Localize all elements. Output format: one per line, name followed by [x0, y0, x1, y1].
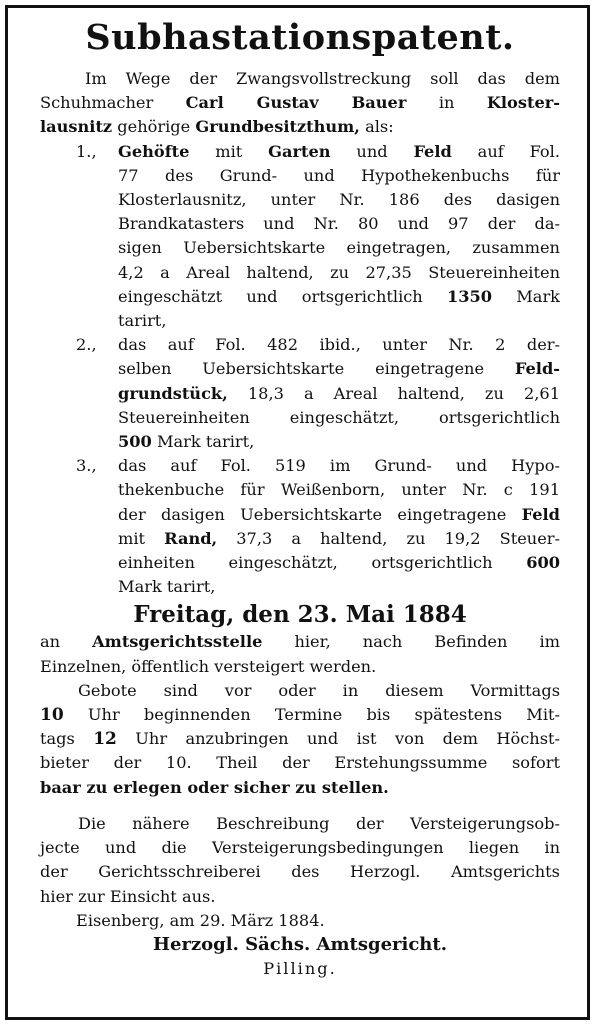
item-emphasis: Gehöfte — [118, 141, 190, 161]
place-name: lausnitz — [40, 117, 113, 137]
auction-date: Freitag, den 23. Mai 1884 — [133, 601, 467, 629]
intro-line — [40, 67, 560, 91]
description-line — [40, 812, 560, 836]
auction-line — [40, 655, 560, 679]
item-line — [118, 333, 560, 357]
property-term: Grundbesitzthum, — [195, 117, 360, 137]
item-emphasis: Feld — [413, 141, 452, 161]
intro-text: gehörige — [117, 117, 191, 137]
item-line — [118, 188, 560, 212]
auction-line — [40, 630, 560, 654]
notice-title: Subhastationspatent. — [85, 17, 515, 58]
description-line — [40, 885, 560, 909]
item-text: sigen Uebersichtskarte eingetragen, zusammen — [118, 238, 560, 258]
description-line — [40, 860, 560, 884]
description-text: Die nähere Beschreibung der Versteigerungsob- — [78, 813, 560, 833]
item-text: Steuereinheiten eingeschätzt, ortsgerichtlich — [118, 407, 560, 427]
description-text: hier zur Einsicht aus. — [40, 886, 216, 906]
item-text: eingeschätzt und ortsgerichtlich — [118, 286, 447, 306]
bids-line — [40, 679, 560, 703]
place-name: Kloster- — [486, 93, 560, 113]
official-name: Pilling. — [263, 959, 337, 979]
intro-text: in — [438, 93, 455, 113]
paragraph-gap — [40, 800, 560, 812]
item-emphasis: Feld — [521, 504, 560, 524]
item-line — [118, 357, 560, 381]
item-text: Klosterlausnitz, unter Nr. 186 des dasigen — [118, 190, 560, 210]
item-number: 3., — [76, 456, 97, 476]
auction-text: Einzelnen, öffentlich versteigert werden. — [40, 656, 377, 676]
item-emphasis: 1350 — [446, 286, 493, 306]
property-item — [76, 454, 560, 599]
item-text: 18,3 a Areal haltend, zu 2,61 — [227, 383, 560, 403]
item-line — [118, 164, 560, 188]
item-text: Mark — [492, 286, 560, 306]
item-emphasis: Rand, — [164, 528, 218, 548]
item-line — [118, 212, 560, 236]
item-line — [118, 309, 560, 333]
description-text: jecte und die Versteigerungsbedingungen liegen in — [40, 838, 560, 858]
item-text: 77 des Grund- und Hypothekenbuchs für — [118, 165, 560, 185]
court-signature: Herzogl. Sächs. Amtsgericht. — [153, 933, 447, 955]
item-line — [118, 575, 560, 599]
bids-text: bieter der 10. Theil der Erstehungssumme sofort — [40, 753, 560, 773]
item-line — [118, 261, 560, 285]
item-line — [118, 454, 560, 478]
bids-line — [40, 776, 560, 800]
bids-text: Uhr beginnenden Termine bis spätestens Mit- — [87, 705, 560, 725]
auction-text: hier, nach Befinden im — [294, 632, 560, 652]
item-text: mit — [118, 528, 165, 548]
item-line — [118, 236, 560, 260]
item-emphasis: 500 — [118, 432, 152, 452]
item-line — [118, 551, 560, 575]
item-number: 1., — [76, 141, 97, 161]
bids-line — [40, 703, 560, 727]
item-text: einheiten eingeschätzt, ortsgerichtlich — [118, 553, 527, 573]
property-list — [76, 140, 560, 600]
owner-name: Carl Gustav Bauer — [185, 93, 407, 113]
item-line — [118, 406, 560, 430]
item-line — [118, 285, 560, 309]
item-emphasis: 600 — [526, 553, 560, 573]
bids-line — [40, 751, 560, 775]
item-line — [118, 478, 560, 502]
item-line — [118, 140, 560, 164]
item-text: das auf Fol. 519 im Grund- und Hypo- — [118, 456, 560, 476]
intro-text: als: — [365, 117, 394, 137]
item-text: und — [330, 141, 414, 161]
item-line — [118, 503, 560, 527]
auction-notice — [40, 10, 560, 981]
item-emphasis: Garten — [268, 141, 331, 161]
item-text: selben Uebersichtskarte eingetragene — [118, 359, 515, 379]
intro-text: Schuhmacher — [40, 93, 154, 113]
item-text: mit — [189, 141, 269, 161]
item-text: der dasigen Uebersichtskarte eingetragene — [118, 504, 522, 524]
item-line — [118, 527, 560, 551]
bid-hour: 12 — [93, 729, 117, 750]
place-date: Eisenberg, am 29. März 1884. — [76, 910, 325, 930]
item-text: 4,2 a Areal haltend, zu 27,35 Steuereinheiten — [118, 262, 560, 282]
bid-hour: 10 — [40, 705, 64, 726]
auction-text: an — [40, 632, 61, 652]
item-line — [118, 382, 560, 406]
court-location: Amtsgerichtsstelle — [92, 632, 263, 652]
intro-line — [40, 115, 560, 139]
item-text: tarirt, — [118, 311, 167, 331]
bids-text: tags — [40, 729, 75, 749]
intro-line — [40, 91, 560, 115]
bids-text: Uhr anzubringen und ist von dem Höchst- — [135, 729, 560, 749]
item-text: Brandkatasters und Nr. 80 und 97 der da- — [118, 214, 560, 234]
item-emphasis: grundstück, — [118, 383, 228, 403]
item-text: auf Fol. — [451, 141, 560, 161]
payment-term: baar zu erlegen oder sicher zu stellen. — [40, 777, 389, 797]
item-line — [118, 430, 560, 454]
bids-text: Gebote sind vor oder in diesem Vormittags — [78, 680, 560, 700]
bids-line — [40, 727, 560, 751]
item-number: 2., — [76, 335, 97, 355]
property-item — [76, 333, 560, 454]
item-text: Mark tarirt, — [151, 432, 255, 452]
item-text: Mark tarirt, — [118, 577, 216, 597]
description-line — [40, 836, 560, 860]
description-text: der Gerichtsschreiberei des Herzogl. Amtsgerichts — [40, 862, 560, 882]
property-item — [76, 140, 560, 334]
item-text: thekenbuche für Weißenborn, unter Nr. c 191 — [118, 480, 560, 500]
item-text: das auf Fol. 482 ibid., unter Nr. 2 der- — [118, 335, 560, 355]
item-emphasis: Feld- — [514, 359, 560, 379]
item-text: 37,3 a haltend, zu 19,2 Steuer- — [217, 528, 560, 548]
intro-text: Im Wege der Zwangsvollstreckung soll das dem — [85, 69, 560, 88]
